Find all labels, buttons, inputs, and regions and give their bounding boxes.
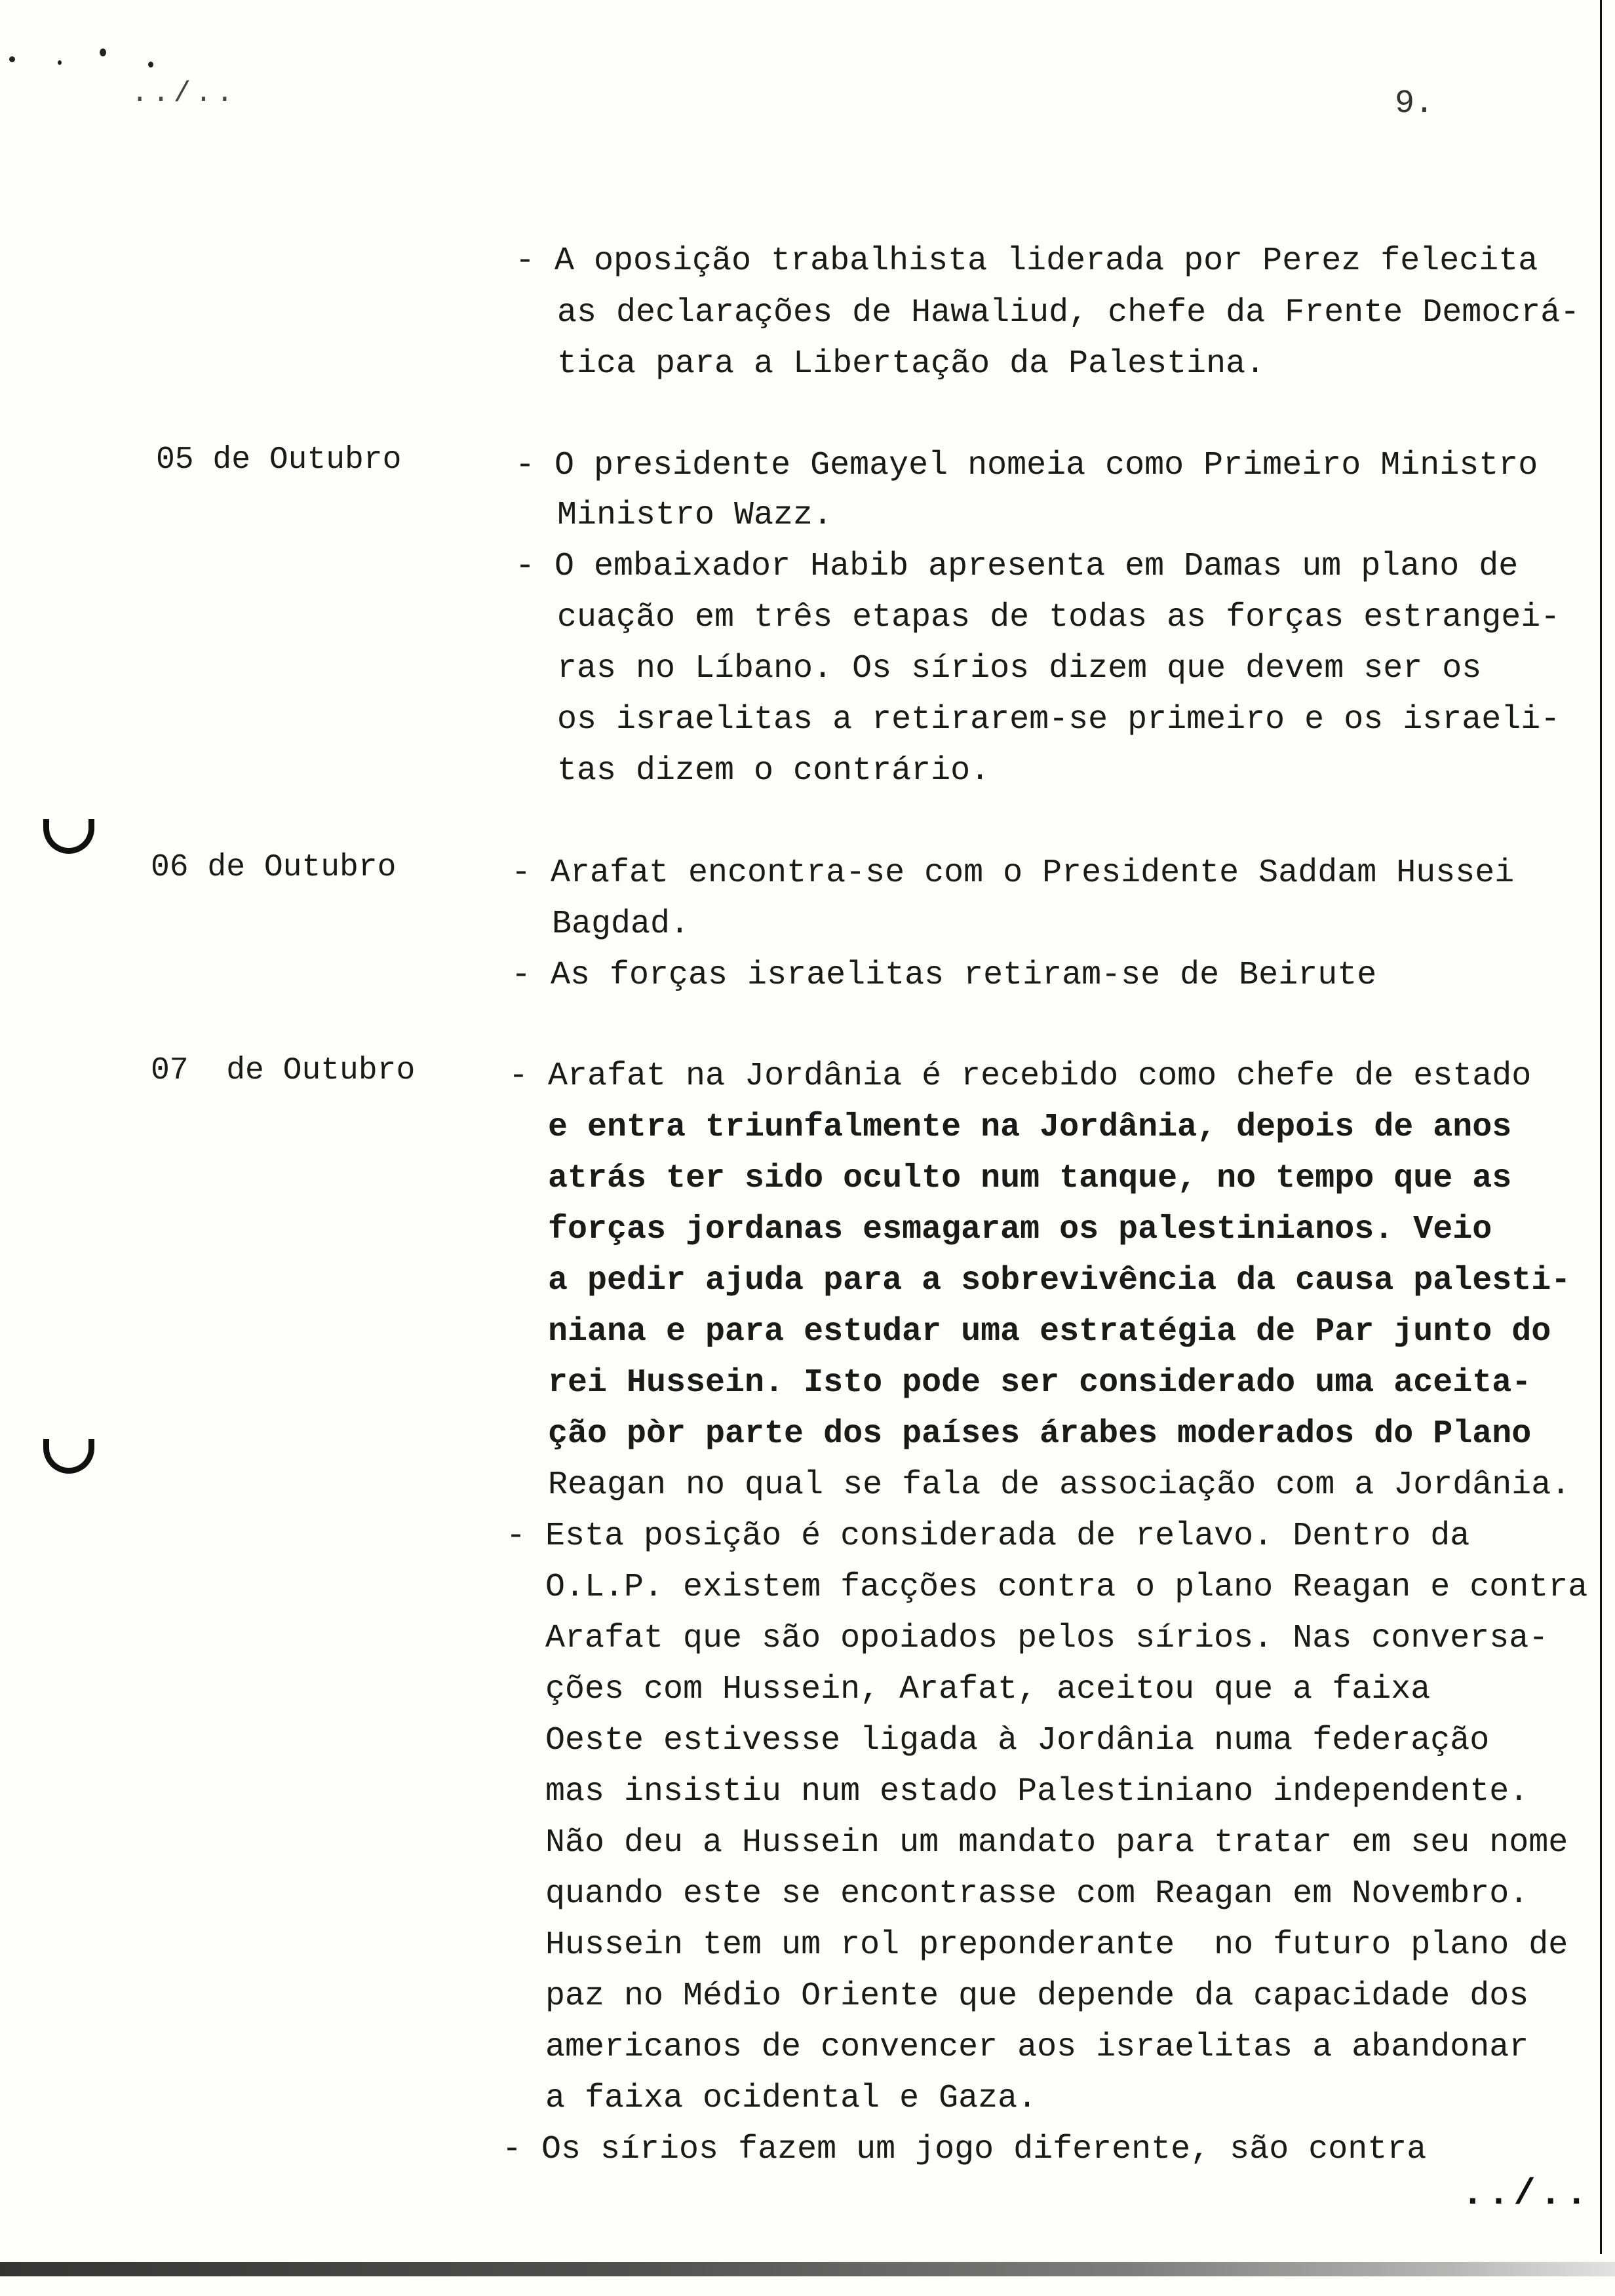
text-line: atrás ter sido oculto num tanque, no tempo que as [548, 1160, 1512, 1197]
entry-date: 05 de Outubro [156, 442, 402, 478]
entry-date: 06 de Outubro [151, 850, 397, 885]
footer-continuation-mark: ../.. [1462, 2173, 1592, 2215]
text-line: e entra triunfalmente na Jordânia, depois de anos [548, 1109, 1512, 1146]
text-line: - A oposição trabalhista liderada por Perez felecita [515, 242, 1538, 280]
text-line: - Esta posição é considerada de relavo. Dentro da [506, 1518, 1470, 1555]
ink-speck [148, 62, 153, 67]
text-line: ras no Líbano. Os sírios dizem que devem ser os [557, 650, 1482, 687]
text-line: mas insistiu num estado Palestiniano independente. [545, 1773, 1529, 1810]
text-line: Reagan no qual se fala de associação com a Jordânia. [548, 1466, 1571, 1504]
ink-speck [9, 56, 15, 62]
ink-speck [100, 48, 106, 56]
text-line: as declarações de Hawaliud, chefe da Frente Democrá- [557, 294, 1580, 332]
text-line: paz no Médio Oriente que depende da capacidade dos [545, 1978, 1529, 2015]
text-line: - Arafat encontra-se com o Presidente Saddam Hussei [511, 854, 1515, 892]
ink-speck [58, 60, 62, 65]
text-line: Hussein tem um rol preponderante no futuro plano de [545, 1926, 1568, 1964]
text-line: - Arafat na Jordânia é recebido como chefe de estado [509, 1058, 1532, 1095]
text-line: cuação em três etapas de todas as forças estrangei- [557, 599, 1561, 636]
text-line: ção pòr parte dos países árabes moderados do Plano [548, 1415, 1532, 1453]
text-line: - O embaixador Habib apresenta em Damas um plano de [515, 548, 1519, 585]
text-line: tica para a Libertação da Palestina. [557, 345, 1266, 383]
page-edge-rule [1600, 0, 1602, 2254]
punch-hole-mark [43, 819, 94, 854]
scan-bottom-edge [0, 2262, 1615, 2276]
text-line: Oeste estivesse ligada à Jordânia numa federação [545, 1722, 1490, 1759]
text-line: tas dizem o contrário. [557, 752, 990, 790]
text-line: ções com Hussein, Arafat, aceitou que a faixa [545, 1671, 1431, 1708]
text-line: forças jordanas esmagaram os palestinianos. Veio [548, 1211, 1492, 1248]
text-line: - O presidente Gemayel nomeia como Primeiro Ministro [515, 447, 1538, 484]
text-line: quando este se encontrasse com Reagan em Novembro. [545, 1875, 1529, 1913]
text-line: rei Hussein. Isto pode ser considerado uma aceita- [548, 1364, 1532, 1402]
text-line: - As forças israelitas retiram-se de Beirute [511, 957, 1377, 994]
header-continuation-mark: ../.. [131, 77, 238, 110]
page-number: 9. [1395, 85, 1435, 123]
text-line: Bagdad. [552, 906, 690, 943]
text-line: O.L.P. existem facções contra o plano Reagan e contra [545, 1569, 1588, 1606]
text-line: os israelitas a retirarem-se primeiro e os israeli- [557, 701, 1561, 738]
text-line: a faixa ocidental e Gaza. [545, 2080, 1038, 2117]
punch-hole-mark [43, 1439, 94, 1474]
text-line: niana e para estudar uma estratégia de Par junto do [548, 1313, 1551, 1350]
entry-date: 07 de Outubro [151, 1053, 416, 1088]
text-line: - Os sírios fazem um jogo diferente, são contra [502, 2131, 1427, 2168]
text-line: Ministro Wazz. [557, 497, 833, 534]
text-line: a pedir ajuda para a sobrevivência da causa palesti- [548, 1262, 1571, 1299]
text-line: americanos de convencer aos israelitas a abandonar [545, 2029, 1529, 2066]
text-line: Arafat que são opoiados pelos sírios. Nas conversa- [545, 1620, 1549, 1657]
text-line: Não deu a Hussein um mandato para tratar em seu nome [545, 1824, 1568, 1862]
